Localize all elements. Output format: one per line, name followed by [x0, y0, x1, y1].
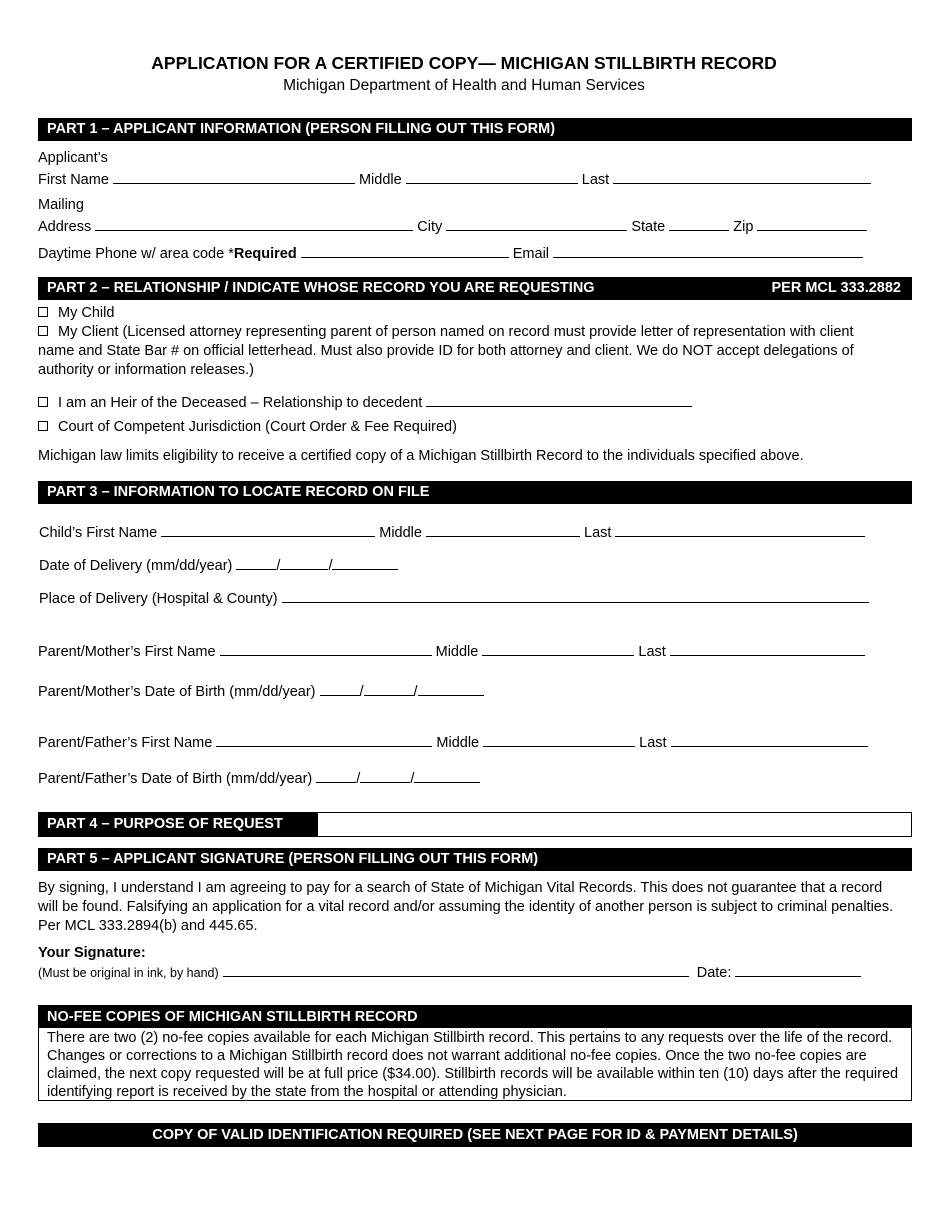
father-dob-month-field[interactable] — [316, 770, 356, 783]
mother-dob-year-field[interactable] — [418, 683, 484, 696]
mother-first-label: Parent/Mother’s First Name — [38, 644, 216, 660]
place-delivery-label: Place of Delivery (Hospital & County) — [39, 591, 278, 607]
option-my-child — [38, 306, 114, 321]
option-my-client — [38, 323, 878, 380]
phone-field[interactable] — [301, 245, 509, 258]
form-title: APPLICATION FOR A CERTIFIED COPY— MICHIGAN STILLBIRTH RECORD — [151, 53, 777, 73]
middle-name-field[interactable] — [406, 171, 578, 184]
first-name-label: First Name — [38, 172, 109, 188]
city-field[interactable] — [446, 218, 627, 231]
mother-dob-day-field[interactable] — [364, 683, 414, 696]
no-fee-heading: NO-FEE COPIES OF MICHIGAN STILLBIRTH RECORD — [39, 1006, 911, 1028]
father-middle-label: Middle — [436, 735, 480, 751]
child-middle-field[interactable] — [426, 524, 580, 537]
last-name-field[interactable] — [613, 171, 871, 184]
applicant-name-row — [38, 171, 871, 188]
zip-label: Zip — [733, 219, 754, 235]
city-label: City — [417, 219, 443, 235]
state-field[interactable] — [669, 218, 729, 231]
mcl-reference: PER MCL 333.2882 — [771, 280, 901, 296]
father-name-row — [38, 734, 868, 751]
signature-note: (Must be original in ink, by hand) — [38, 966, 219, 980]
my-child-checkbox[interactable] — [38, 307, 48, 317]
first-name-field[interactable] — [113, 171, 355, 184]
date-delivery-label: Date of Delivery (mm/dd/year) — [39, 558, 233, 574]
heir-checkbox[interactable] — [38, 397, 48, 407]
part5-heading: PART 5 – APPLICANT SIGNATURE (PERSON FILLING OUT THIS FORM) — [38, 848, 912, 871]
father-first-label: Parent/Father’s First Name — [38, 735, 213, 751]
my-client-label: My Client (Licensed attorney representing parent of person named on record must provide letter of representation with client name and State Bar # on official letterhead. Must also provide ID for both attorney and client. We do NOT accept delegations of authority or information releases.) — [38, 324, 854, 378]
child-first-label: Child’s First Name — [39, 525, 158, 541]
address-field[interactable] — [95, 218, 413, 231]
option-court — [38, 420, 457, 435]
date-field[interactable] — [735, 964, 861, 977]
purpose-of-request-field[interactable] — [318, 813, 911, 836]
signature-statement: By signing, I understand I am agreeing to pay for a search of State of Michigan Vital Records. This does not guarantee that a record will be found. Falsifying an application for a vital record and/or assuming the identity of another person is subject to criminal penalties. Per MCL 333.2894(b) and 445.65. — [38, 880, 894, 934]
court-label: Court of Competent Jurisdiction (Court Order & Fee Required) — [58, 419, 457, 435]
mother-middle-field[interactable] — [482, 643, 634, 656]
child-middle-label: Middle — [379, 525, 422, 541]
phone-label: Daytime Phone w/ area code * — [38, 246, 234, 262]
zip-field[interactable] — [757, 218, 867, 231]
slash: / — [328, 558, 333, 574]
child-first-field[interactable] — [161, 524, 375, 537]
form-subtitle: Michigan Department of Health and Human Services — [283, 77, 645, 94]
heir-label: I am an Heir of the Deceased – Relationship to decedent — [58, 395, 423, 411]
mother-last-label: Last — [638, 644, 666, 660]
signature-field[interactable] — [223, 964, 689, 977]
mother-dob-label: Parent/Mother’s Date of Birth (mm/dd/year) — [38, 684, 316, 700]
part3-heading: PART 3 – INFORMATION TO LOCATE RECORD ON FILE — [38, 481, 912, 504]
part4-heading: PART 4 – PURPOSE OF REQUEST — [39, 813, 318, 836]
father-last-field[interactable] — [671, 734, 868, 747]
part2-heading: PART 2 – RELATIONSHIP / INDICATE WHOSE RECORD YOU ARE REQUESTING PER MCL 333.2882 — [38, 277, 912, 300]
father-dob-year-field[interactable] — [414, 770, 480, 783]
email-field[interactable] — [553, 245, 863, 258]
father-dob-day-field[interactable] — [360, 770, 410, 783]
mother-last-field[interactable] — [670, 643, 865, 656]
part1-heading: PART 1 – APPLICANT INFORMATION (PERSON FILLING OUT THIS FORM) — [38, 118, 912, 141]
slash: / — [359, 684, 364, 700]
mother-name-row — [38, 643, 865, 660]
mother-dob-month-field[interactable] — [320, 683, 360, 696]
delivery-year-field[interactable] — [332, 557, 398, 570]
court-checkbox[interactable] — [38, 421, 48, 431]
father-last-label: Last — [639, 735, 667, 751]
mother-first-field[interactable] — [220, 643, 432, 656]
relationship-field[interactable] — [426, 394, 692, 407]
father-dob-row — [38, 770, 480, 787]
eligibility-note: Michigan law limits eligibility to receive a certified copy of a Michigan Stillbirth Record to the individuals specified above. — [38, 448, 804, 464]
my-child-label: My Child — [58, 305, 115, 321]
mailing-label: Mailing — [38, 197, 84, 213]
last-name-label: Last — [581, 172, 610, 188]
mother-middle-label: Middle — [435, 644, 479, 660]
place-delivery-field[interactable] — [282, 590, 869, 603]
child-name-row — [39, 524, 865, 541]
slash: / — [413, 684, 418, 700]
mother-dob-row — [38, 683, 484, 700]
signature-label: Your Signature: — [38, 945, 146, 961]
address-label: Address — [38, 219, 92, 235]
applicant-label: Applicant’s — [38, 150, 108, 166]
state-label: State — [631, 219, 666, 235]
signature-row — [38, 964, 861, 981]
slash: / — [356, 771, 361, 787]
child-last-field[interactable] — [615, 524, 865, 537]
phone-row — [38, 245, 863, 262]
middle-name-label: Middle — [358, 172, 402, 188]
slash: / — [276, 558, 281, 574]
no-fee-text: There are two (2) no-fee copies available for each Michigan Stillbirth record. This pertains to any requests over the life of the record. Changes or corrections to a Michigan Stillbirth record does not warrant additional no-fee copies. Once the two no-fee copies are claimed, the next copy requested will be at full price ($34.00). Stillbirth records will be available within ten (10) days after the required identifying report is received by the state from the hospital or attending physician. — [47, 1030, 899, 1100]
email-label: Email — [512, 246, 550, 262]
delivery-day-field[interactable] — [280, 557, 328, 570]
id-required-banner: COPY OF VALID IDENTIFICATION REQUIRED (SEE NEXT PAGE FOR ID & PAYMENT DETAILS) — [38, 1123, 912, 1147]
my-client-checkbox[interactable] — [38, 326, 48, 336]
place-delivery-row — [39, 590, 869, 607]
father-first-field[interactable] — [216, 734, 432, 747]
no-fee-section — [38, 1005, 912, 1101]
date-delivery-row — [39, 557, 398, 574]
delivery-month-field[interactable] — [236, 557, 276, 570]
father-dob-label: Parent/Father’s Date of Birth (mm/dd/year) — [38, 771, 313, 787]
date-label: Date: — [696, 965, 732, 981]
child-last-label: Last — [584, 525, 612, 541]
option-heir — [38, 394, 692, 411]
required-label: Required — [233, 246, 297, 262]
slash: / — [410, 771, 415, 787]
father-middle-field[interactable] — [483, 734, 635, 747]
address-row — [38, 218, 867, 235]
purpose-of-request-row — [38, 812, 912, 837]
